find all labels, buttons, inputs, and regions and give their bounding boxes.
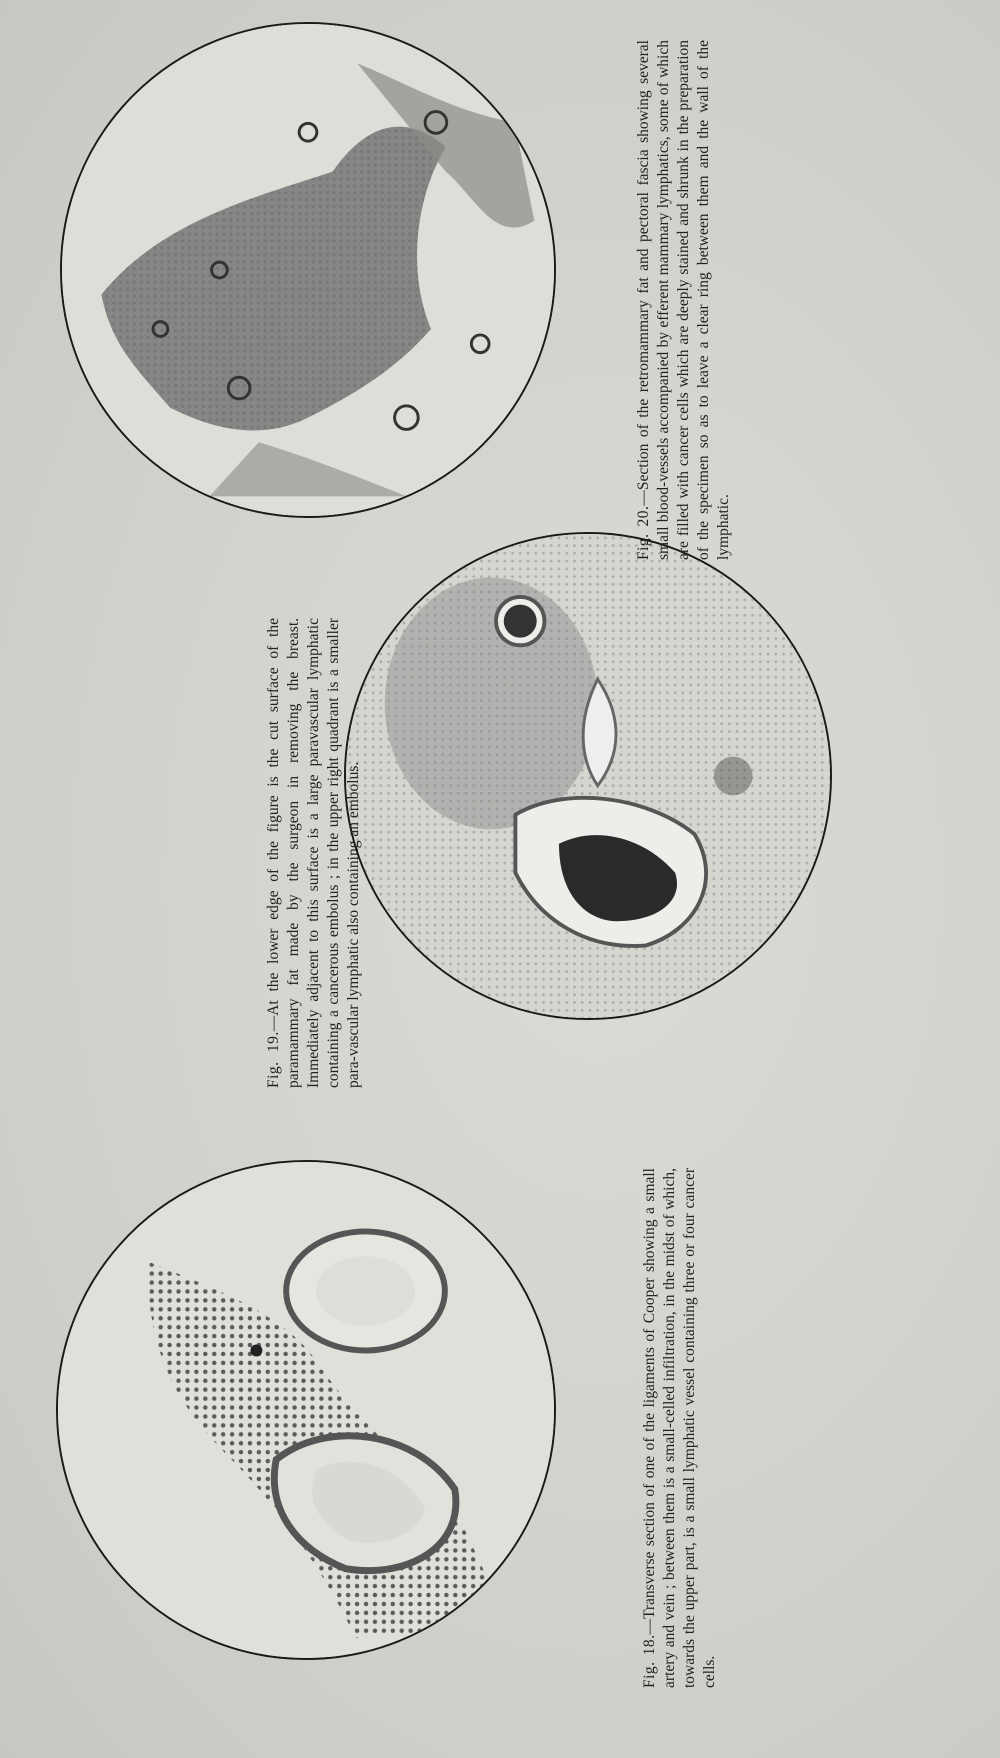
fig19-caption <box>264 618 364 1088</box>
fig18-label: Fig. 18. <box>641 1634 658 1688</box>
fig20-caption <box>634 40 734 560</box>
fig20-caption-text: —Section of the retromammary fat and pectoral fascia showing several small blood-vessels accompanied by efferent mammary lymphatics, some of which are filled with cancer cells which are deeply stained and shrunk in the preparation of the specimen so as to leave a clear ring between them and the wall of the lymphatic. <box>635 40 732 560</box>
fig19-micrograph <box>344 532 832 1020</box>
fig20-label: Fig. 20. <box>635 505 652 560</box>
fig18-micrograph <box>56 1160 556 1660</box>
fig20-micrograph <box>60 22 556 518</box>
fig19-label: Fig. 19. <box>265 1031 282 1088</box>
fig19-caption-text: —At the lower edge of the figure is the cut surface of the paramammary fat made by the surgeon in removing the breast. Immediately adjacent to this surface is a large paravascular lymphatic containing a cancerous embolus ; in the upper right quadrant is a smaller para-vascular lymphatic also containing an embolus. <box>265 618 362 1088</box>
fig18-caption <box>640 1168 740 1688</box>
fig18-caption-text: —Transverse section of one of the ligaments of Cooper showing a small artery and vein ; between them is a small-celled infiltration, in the midst of which, towards the upper part, is a small lymphatic vessel containing three or four cancer cells. <box>641 1168 718 1688</box>
